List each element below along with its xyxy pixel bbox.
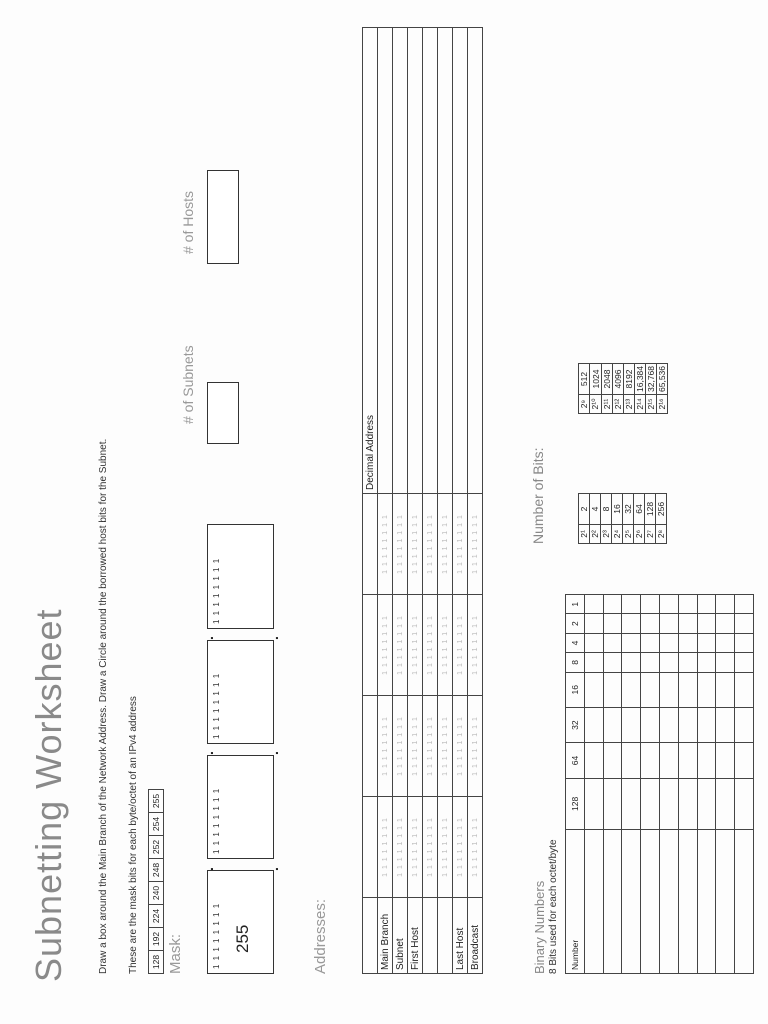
octet-dot: .	[265, 751, 281, 755]
mask-value: 192	[149, 928, 164, 951]
binary-row[interactable]	[716, 595, 735, 974]
mask-value: 240	[149, 882, 164, 905]
exponent: 2¹³	[624, 395, 635, 414]
row-label: First Host	[408, 898, 423, 974]
addr-header-blank	[363, 696, 378, 797]
addr-header-blank	[363, 595, 378, 696]
power-value: 512	[579, 364, 590, 395]
bit-placeholder[interactable]: 1 1 1 1 1 1 1 1	[468, 494, 483, 595]
octet-bits: 1 1 1 1 1 1 1 1	[212, 672, 221, 739]
bit-placeholder[interactable]: 1 1 1 1 1 1 1 1	[468, 797, 483, 898]
bit-placeholder[interactable]: 1 1 1 1 1 1 1 1	[453, 595, 468, 696]
octet-dot: .	[200, 751, 216, 755]
octet-box-4[interactable]	[207, 524, 274, 629]
number-of-bits-title: Number of Bits:	[530, 447, 546, 544]
mask-value: 252	[149, 836, 164, 859]
row-label: Subnet	[393, 898, 408, 974]
binary-row[interactable]	[659, 595, 678, 974]
bit-placeholder[interactable]: 1 1 1 1 1 1 1 1	[408, 696, 423, 797]
power-value: 2048	[602, 364, 613, 395]
octet-value: 255	[233, 924, 252, 953]
exponent: 2¹⁰	[590, 395, 602, 414]
mask-value: 255	[149, 790, 164, 813]
binary-numbers-subtitle: 8 Bits used for each octet/byte	[548, 839, 559, 974]
bit-placeholder[interactable]: 1 1 1 1 1 1 1 1	[423, 595, 438, 696]
power-value: 8192	[624, 364, 635, 395]
exponent: 2⁷	[645, 525, 656, 544]
bit-placeholder[interactable]: 1 1 1 1 1 1 1 1	[468, 595, 483, 696]
binary-header: 4	[566, 633, 585, 652]
bit-placeholder[interactable]: 1 1 1 1 1 1 1 1	[393, 797, 408, 898]
bit-placeholder[interactable]: 1 1 1 1 1 1 1 1	[378, 797, 393, 898]
bit-placeholder[interactable]: 1 1 1 1 1 1 1 1	[378, 494, 393, 595]
row-label	[438, 898, 453, 974]
decimal-cell[interactable]	[408, 28, 423, 494]
binary-row[interactable]	[678, 595, 697, 974]
bit-placeholder[interactable]: 1 1 1 1 1 1 1 1	[393, 494, 408, 595]
binary-header: 1	[566, 595, 585, 614]
power-value: 4	[590, 494, 601, 525]
bit-placeholder[interactable]: 1 1 1 1 1 1 1 1	[393, 696, 408, 797]
bit-placeholder[interactable]: 1 1 1 1 1 1 1 1	[453, 494, 468, 595]
decimal-cell[interactable]	[438, 28, 453, 494]
bit-placeholder[interactable]: 1 1 1 1 1 1 1 1	[408, 595, 423, 696]
binary-row[interactable]	[622, 595, 641, 974]
row-label	[423, 898, 438, 974]
bit-placeholder[interactable]: 1 1 1 1 1 1 1 1	[453, 797, 468, 898]
octet-bits: 1 1 1 1 1 1 1 1	[212, 557, 221, 624]
addr-header-blank	[363, 898, 378, 974]
exponent: 2¹	[579, 525, 590, 544]
bit-placeholder[interactable]: 1 1 1 1 1 1 1 1	[408, 494, 423, 595]
addr-header-blank	[363, 797, 378, 898]
bit-placeholder[interactable]: 1 1 1 1 1 1 1 1	[468, 696, 483, 797]
binary-numbers-title: Binary Numbers	[532, 880, 547, 974]
powers-of-two-table-1	[578, 493, 667, 544]
power-value: 256	[656, 494, 667, 525]
bit-placeholder[interactable]: 1 1 1 1 1 1 1 1	[438, 797, 453, 898]
binary-header: 16	[566, 672, 585, 707]
octet-box-3[interactable]	[207, 640, 274, 744]
exponent: 2¹⁶	[657, 395, 668, 414]
binary-row[interactable]	[641, 595, 660, 974]
exponent: 2⁵	[623, 525, 634, 544]
octet-box-1[interactable]	[207, 870, 274, 974]
mask-value: 224	[149, 905, 164, 928]
bit-placeholder[interactable]: 1 1 1 1 1 1 1 1	[438, 696, 453, 797]
instructions-line-1: Draw a box around the Main Branch of the Network Address. Draw a Circle around the borrowed host bits for the Subnet.	[98, 438, 109, 974]
bit-placeholder[interactable]: 1 1 1 1 1 1 1 1	[423, 797, 438, 898]
binary-header: 2	[566, 614, 585, 633]
power-value: 16,384	[635, 364, 646, 395]
decimal-cell[interactable]	[378, 28, 393, 494]
page-title: Subnetting Worksheet	[28, 608, 69, 982]
binary-row[interactable]	[603, 595, 622, 974]
bit-placeholder[interactable]: 1 1 1 1 1 1 1 1	[378, 696, 393, 797]
exponent: 2⁶	[634, 525, 645, 544]
bit-placeholder[interactable]: 1 1 1 1 1 1 1 1	[408, 797, 423, 898]
binary-header: 8	[566, 653, 585, 672]
bit-placeholder[interactable]: 1 1 1 1 1 1 1 1	[438, 595, 453, 696]
octet-bits: 1 1 1 1 1 1 1 1	[212, 787, 221, 854]
octet-box-2[interactable]	[207, 755, 274, 859]
octet-dot: .	[265, 636, 281, 640]
mask-values-table	[148, 789, 164, 974]
addresses-table	[362, 27, 483, 974]
subnets-input[interactable]	[207, 382, 239, 444]
exponent: 2¹¹	[602, 395, 613, 414]
power-value: 8	[601, 494, 612, 525]
binary-numbers-table	[565, 594, 754, 974]
power-value: 4096	[613, 364, 624, 395]
exponent: 2¹²	[613, 395, 624, 414]
instructions-line-2: These are the mask bits for each byte/octet of an IPv4 address	[128, 696, 139, 974]
bit-placeholder[interactable]: 1 1 1 1 1 1 1 1	[423, 696, 438, 797]
mask-value: 248	[149, 859, 164, 882]
exponent: 2¹⁵	[646, 395, 657, 414]
row-label: Broadcast	[468, 898, 483, 974]
decimal-cell[interactable]	[423, 28, 438, 494]
binary-header: Number	[566, 830, 585, 974]
exponent: 2⁸	[656, 525, 667, 544]
mask-value: 128	[149, 951, 164, 974]
power-value: 32	[623, 494, 634, 525]
power-value: 2	[579, 494, 590, 525]
hosts-label: # of Hosts	[180, 190, 196, 254]
powers-of-two-table-2	[578, 363, 668, 414]
bit-placeholder[interactable]: 1 1 1 1 1 1 1 1	[423, 494, 438, 595]
binary-row[interactable]	[697, 595, 716, 974]
power-value: 65,536	[657, 364, 668, 395]
exponent: 2⁴	[612, 525, 623, 544]
hosts-input[interactable]	[207, 170, 239, 264]
binary-header: 128	[566, 778, 585, 829]
binary-header: 64	[566, 743, 585, 778]
decimal-cell[interactable]	[468, 28, 483, 494]
bit-placeholder[interactable]: 1 1 1 1 1 1 1 1	[453, 696, 468, 797]
octet-dot: .	[265, 867, 281, 871]
decimal-cell[interactable]	[453, 28, 468, 494]
decimal-cell[interactable]	[393, 28, 408, 494]
binary-header: 32	[566, 707, 585, 742]
exponent: 2⁹	[579, 395, 590, 414]
exponent: 2²	[590, 525, 601, 544]
bit-placeholder[interactable]: 1 1 1 1 1 1 1 1	[438, 494, 453, 595]
binary-row[interactable]	[584, 595, 603, 974]
bit-placeholder[interactable]: 1 1 1 1 1 1 1 1	[393, 595, 408, 696]
power-value: 64	[634, 494, 645, 525]
mask-value: 254	[149, 813, 164, 836]
bit-placeholder[interactable]: 1 1 1 1 1 1 1 1	[378, 595, 393, 696]
row-label: Last Host	[453, 898, 468, 974]
exponent: 2³	[601, 525, 612, 544]
decimal-address-header: Decimal Address	[363, 28, 378, 494]
octet-dot: .	[200, 867, 216, 871]
addr-header-blank	[363, 494, 378, 595]
power-value: 128	[645, 494, 656, 525]
power-value: 16	[612, 494, 623, 525]
subnets-label: # of Subnets	[180, 345, 196, 424]
octet-dot: .	[200, 636, 216, 640]
mask-label: Mask:	[167, 933, 184, 974]
octet-bits: 1 1 1 1 1 1 1 1	[212, 902, 221, 969]
binary-row[interactable]	[735, 595, 754, 974]
exponent: 2¹⁴	[635, 395, 646, 414]
power-value: 1024	[590, 364, 602, 395]
addresses-label: Addresses:	[312, 898, 329, 974]
power-value: 32,768	[646, 364, 657, 395]
row-label: Main Branch	[378, 898, 393, 974]
